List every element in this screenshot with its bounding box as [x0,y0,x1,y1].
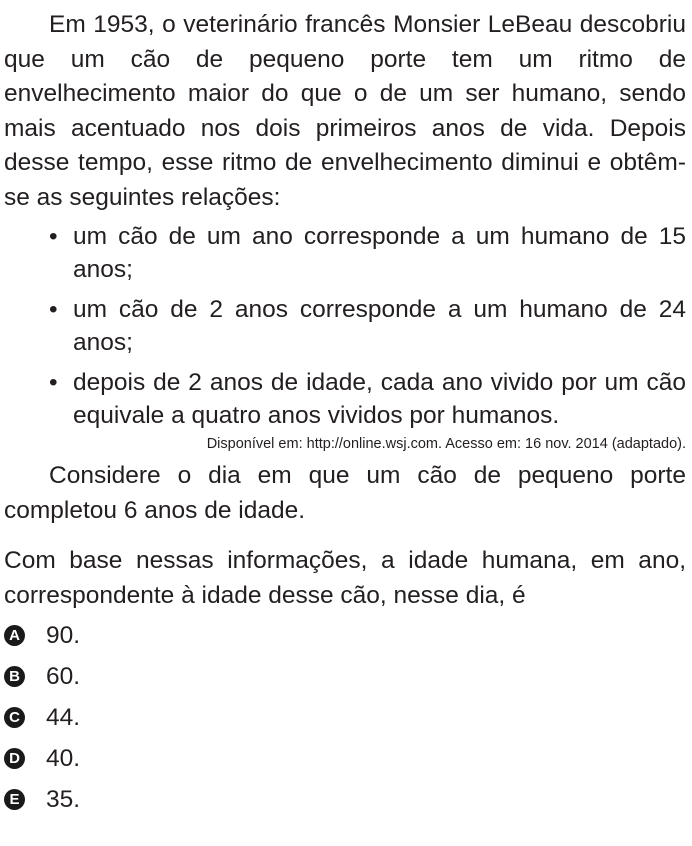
option-text: 35. [46,785,81,813]
option-e[interactable] [4,779,686,820]
list-item-text: um cão de 2 anos corresponde a um humano de 24 anos; [73,296,686,356]
source-citation: Disponível em: http://online.wsj.com. Acesso em: 16 nov. 2014 (adaptado). [206,436,686,452]
bullet-icon: • [49,223,58,250]
option-letter-d-icon: D [4,748,25,769]
relations-list [4,220,686,432]
option-a[interactable] [4,615,686,656]
option-c[interactable] [4,697,686,738]
list-item-text: um cão de um ano corresponde a um humano de 15 anos; [73,223,686,283]
list-item [49,366,686,432]
option-b[interactable] [4,656,686,697]
option-text: 60. [46,662,81,690]
option-letter-b-icon: B [4,666,25,687]
bullet-icon: • [49,296,58,323]
intro-paragraph: Em 1953, o veterinário francês Monsier LeBeau descobriu que um cão de pequeno porte tem um ritmo de envelhecimento maior do que o de um ser humano, sendo mais acentuado nos dois primeiros anos de vida. Depois desse tempo, esse ritmo de envelhecimento diminui e obtêm-se as seguintes relações: [4,11,686,211]
list-item [49,293,686,359]
bullet-icon: • [49,369,58,396]
option-d[interactable] [4,738,686,779]
question-stem: Com base nessas informações, a idade humana, em ano, correspondente à idade desse cão, nesse dia, é [4,547,686,609]
consider-paragraph: Considere o dia em que um cão de pequeno porte completou 6 anos de idade. [4,462,686,524]
option-letter-a-icon: A [4,625,25,646]
list-item [49,220,686,286]
option-text: 90. [46,621,81,649]
option-letter-e-icon: E [4,789,25,810]
list-item-text: depois de 2 anos de idade, cada ano vivido por um cão equivale a quatro anos vividos por humanos. [73,369,686,429]
option-letter-c-icon: C [4,707,25,728]
option-text: 44. [46,703,81,731]
option-text: 40. [46,744,81,772]
answer-options [4,615,686,820]
